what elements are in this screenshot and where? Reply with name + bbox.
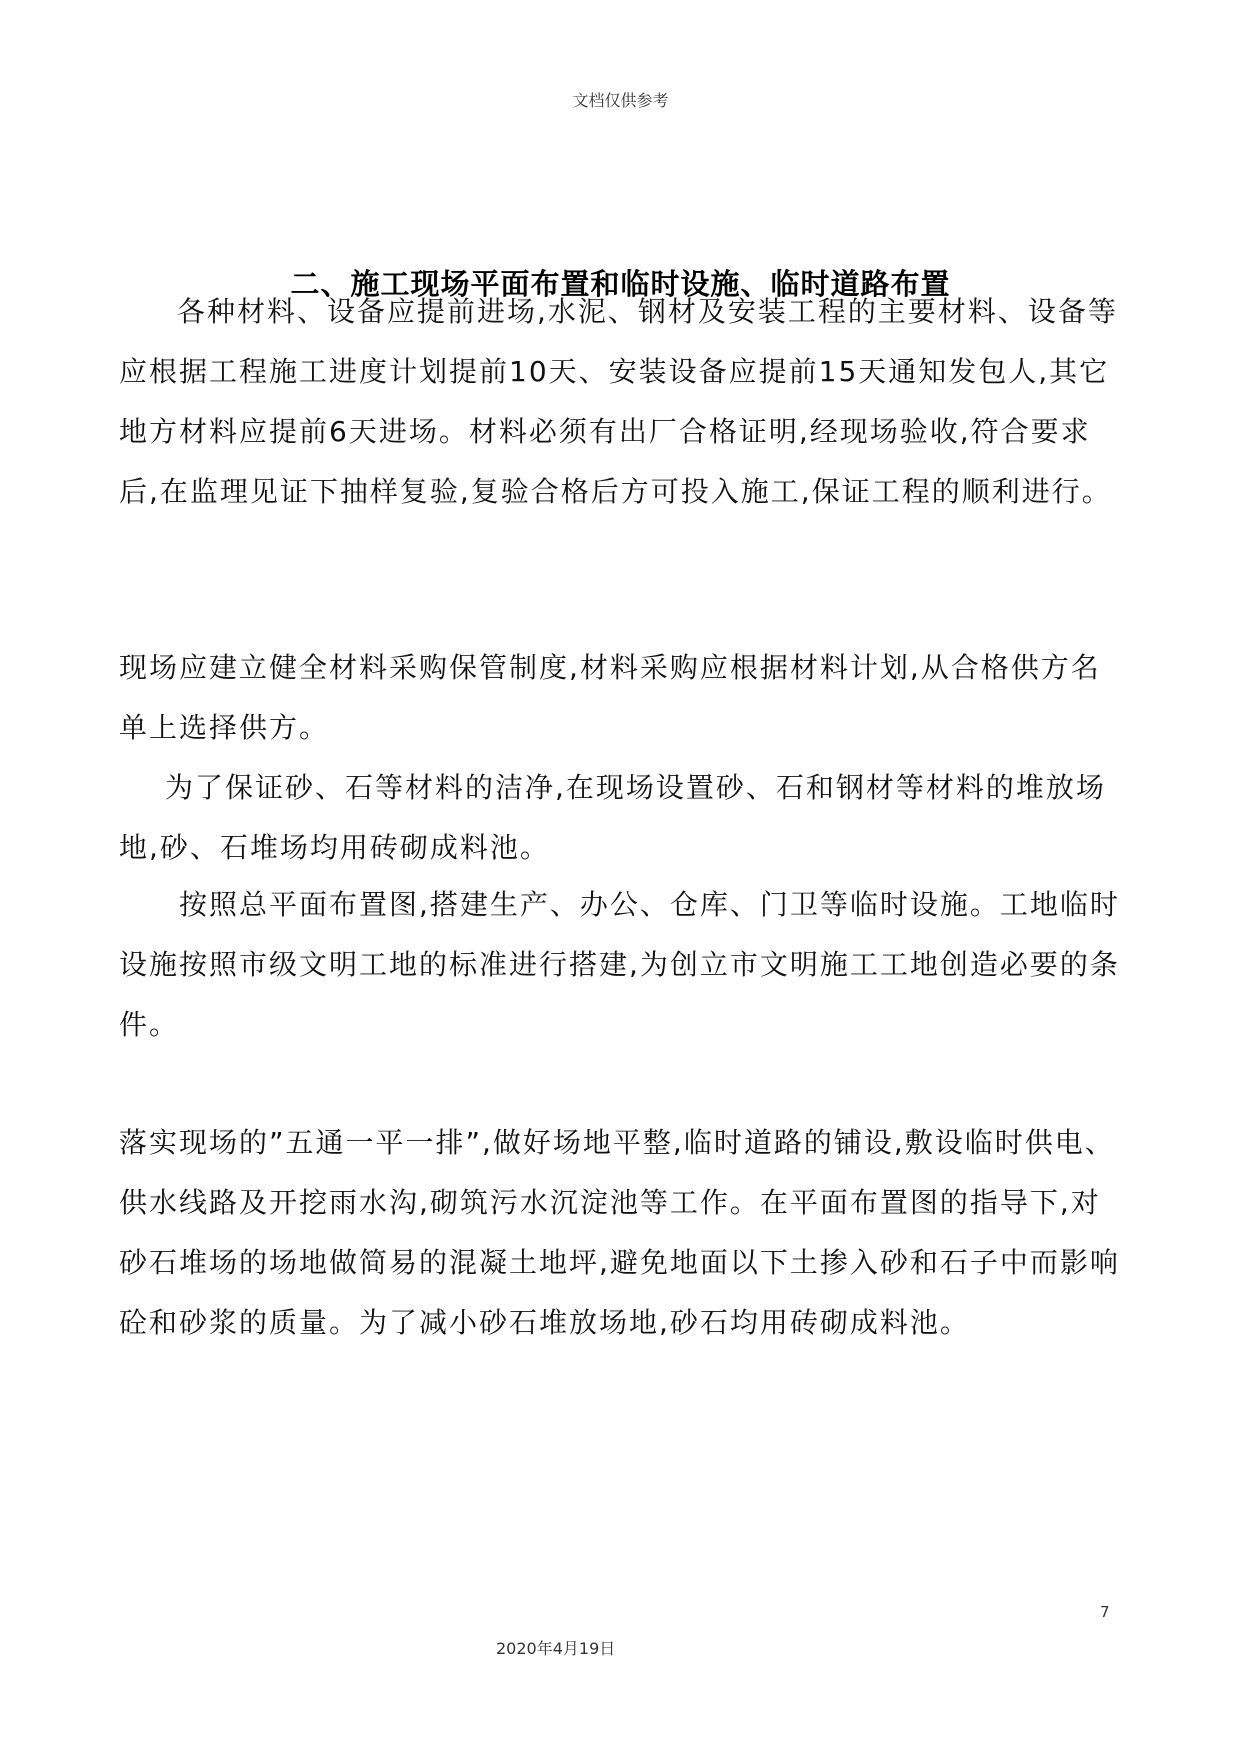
paragraph-materials-entry: 各种材料、设备应提前进场,水泥、钢材及安装工程的主要材料、设备等应根据工程施工进度计划提前10天、安装设备应提前15天通知发包人,其它地方材料应提前6天进场。材料必须有出厂合格证明,经现场验收,符合要求后,在监理见证下抽样复验,复验合格后方可投入施工,保证工程的顺利进行。: [119, 295, 1118, 508]
paragraph-site-preparation: 落实现场的”五通一平一排”,做好场地平整,临时道路的铺设,敷设临时供电、供水线路及开挖雨水沟,砌筑污水沉淀池等工作。在平面布置图的指导下,对砂石堆场的场地做简易的混凝土地坪,避免地面以下土掺入砂和石子中而影响砼和砂浆的质量。为了减小砂石堆放场地,砂石均用砖砌成料池。: [119, 1126, 1120, 1339]
page-number: 7: [1100, 1603, 1110, 1621]
page-header: 文档仅供参考: [572, 91, 669, 110]
paragraph-temporary-facilities: 按照总平面布置图,搭建生产、办公、仓库、门卫等临时设施。工地临时设施按照市级文明工地的标准进行搭建,为创立市文明施工工地创造必要的条件。: [119, 888, 1120, 1041]
paragraph-procurement-system: 现场应建立健全材料采购保管制度,材料采购应根据材料计划,从合格供方名单上选择供方。: [119, 651, 1101, 744]
section-title: 二、施工现场平面布置和临时设施、临时道路布置: [290, 267, 951, 301]
footer-date: 2020年4月19日: [496, 1639, 616, 1658]
paragraph-material-storage: 为了保证砂、石等材料的洁净,在现场设置砂、石和钢材等材料的堆放场地,砂、石堆场均用砖砌成料池。: [119, 771, 1106, 864]
